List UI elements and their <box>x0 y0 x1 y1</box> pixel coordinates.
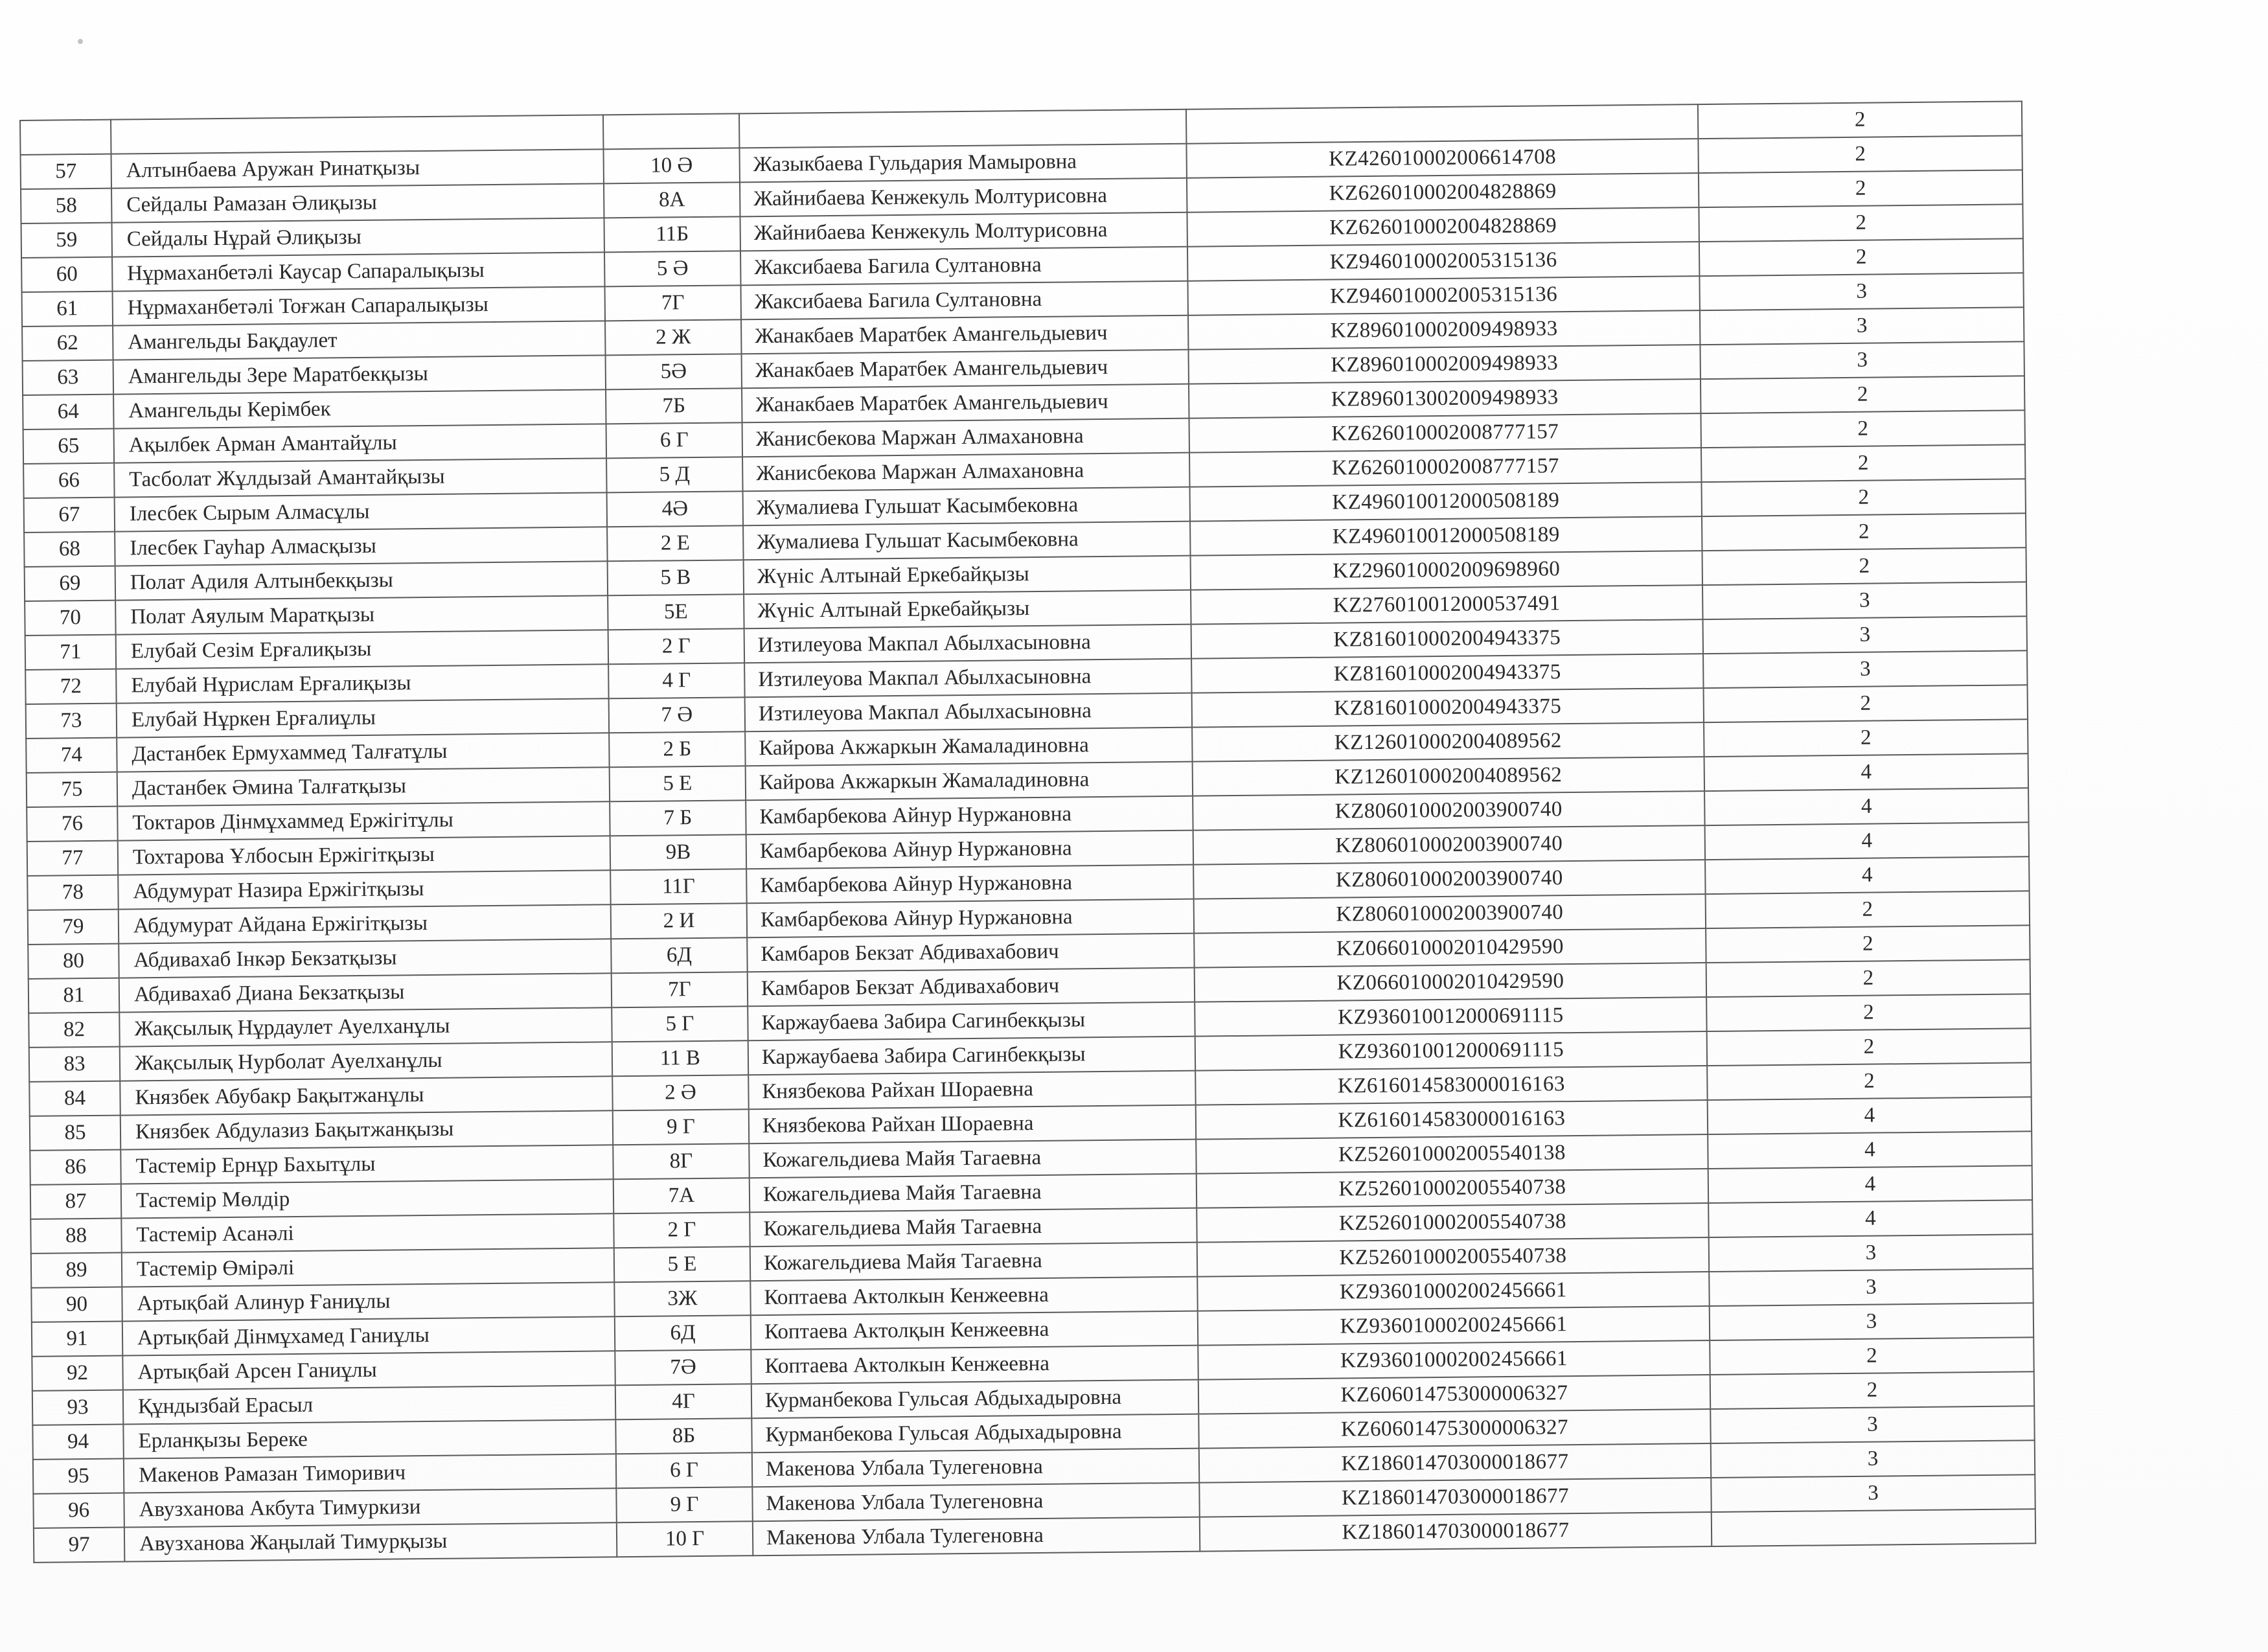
value-cell: 4 <box>1708 1131 2032 1169</box>
class-cell: 8Г <box>613 1143 749 1179</box>
student-name-cell: Тастемір Өмірәлі <box>122 1248 614 1287</box>
parent-name-cell: Жаксибаева Багила Султановна <box>741 281 1188 320</box>
class-cell: 9 Г <box>616 1487 752 1522</box>
class-cell: 2 Б <box>609 731 745 767</box>
account-number-cell: KZ806010002003900740 <box>1194 894 1706 934</box>
account-number-cell: KZ606014753000006327 <box>1198 1409 1710 1449</box>
account-number-cell: KZ936010012000691115 <box>1195 1031 1707 1071</box>
value-cell: 2 <box>1702 547 2026 585</box>
parent-name-cell: Жайнибаева Кенжекуль Молтурисовна <box>740 178 1187 217</box>
value-cell: 2 <box>1701 444 2025 482</box>
parent-name-cell: Коптаева Актолкын Кенжеевна <box>751 1346 1198 1384</box>
class-cell: 7Ә <box>615 1349 751 1385</box>
row-number-cell: 89 <box>31 1253 122 1288</box>
parent-name-cell: Жаксибаева Багила Султановна <box>740 247 1187 286</box>
class-cell: 2 Г <box>608 628 744 664</box>
row-number-cell: 77 <box>27 841 119 876</box>
student-name-cell: Нұрмаханбетәлі Каусар Сапаралықызы <box>112 252 604 291</box>
row-number-cell: 95 <box>33 1459 124 1494</box>
value-cell: 2 <box>1707 1028 2031 1066</box>
account-number-cell: KZ936010002002456661 <box>1198 1340 1710 1380</box>
student-name-cell: Амангельды Керімбек <box>113 389 606 428</box>
row-number-cell: 85 <box>30 1116 121 1151</box>
student-name-cell: Князбек Абубакр Бақытжанұлы <box>120 1076 612 1115</box>
parent-name-cell: Камбарбекова Айнур Нуржановна <box>746 865 1193 904</box>
value-cell: 3 <box>1710 1406 2034 1443</box>
parent-name-cell: Кожагельдиева Майя Тагаевна <box>749 1140 1196 1178</box>
student-name-cell: Дастанбек Ермухаммед Талғатұлы <box>117 733 609 772</box>
row-number-cell: 70 <box>25 601 116 636</box>
class-cell: 11 В <box>612 1040 748 1076</box>
student-name-cell: Полат Аяулым Маратқызы <box>115 595 608 634</box>
parent-name-cell: Жанакбаев Маратбек Амангельдыевич <box>741 315 1188 354</box>
account-number-cell: KZ946010002005315136 <box>1187 276 1699 315</box>
class-cell: 5 Е <box>610 766 746 801</box>
student-name-cell: Тасболат Жұлдызай Амантайқызы <box>114 458 606 497</box>
account-number-cell: KZ526010002005540738 <box>1197 1203 1708 1243</box>
row-number-cell: 74 <box>26 738 117 773</box>
value-cell: 3 <box>1700 307 2024 345</box>
value-cell: 3 <box>1709 1234 2033 1272</box>
class-cell: 2 Ж <box>605 319 741 355</box>
account-number-cell: KZ526010002005540138 <box>1196 1134 1708 1174</box>
class-cell: 7Б <box>606 388 742 424</box>
value-cell: 2 <box>1710 1337 2033 1375</box>
class-cell: 6 Г <box>606 422 742 458</box>
header-value-cell: 2 <box>1698 101 2022 139</box>
value-cell: 2 <box>1706 925 2030 963</box>
parent-name-cell: Курманбекова Гульсая Абдыхадыровна <box>751 1414 1198 1453</box>
student-name-cell: Артықбай Арсен Ганиұлы <box>122 1351 615 1390</box>
parent-name-cell: Жайнибаева Кенжекуль Молтурисовна <box>740 212 1187 251</box>
parent-name-cell: Камбарбекова Айнур Нуржановна <box>747 899 1194 938</box>
account-number-cell: KZ616014583000016163 <box>1195 1066 1707 1105</box>
student-name-cell: Ілесбек Гауһар Алмасқызы <box>115 527 607 566</box>
row-number-cell: 78 <box>27 875 119 910</box>
value-cell: 2 <box>1699 238 2023 276</box>
student-name-cell: Жақсылық Нурболат Ауелханұлы <box>120 1042 612 1081</box>
student-name-cell: Сейдалы Нұрай Әлиқызы <box>112 218 604 257</box>
row-number-cell: 72 <box>25 669 117 704</box>
parent-name-cell: Кожагельдиева Майя Тагаевна <box>750 1208 1197 1247</box>
value-cell: 3 <box>1711 1474 2035 1512</box>
value-cell: 4 <box>1704 753 2028 791</box>
account-number-cell: KZ896010002009498933 <box>1188 345 1700 384</box>
value-cell: 2 <box>1699 204 2022 242</box>
account-number-cell: KZ126010002004089562 <box>1192 722 1704 762</box>
account-number-cell: KZ426010002006614708 <box>1186 139 1698 178</box>
row-number-cell: 60 <box>21 257 113 292</box>
student-name-cell: Тохтарова Ұлбосын Ержігітқызы <box>118 836 610 875</box>
class-cell: 5 Ә <box>604 251 740 286</box>
account-number-cell: KZ276010012000537491 <box>1191 585 1702 625</box>
value-cell: 2 <box>1701 479 2025 516</box>
student-name-cell: Жақсылық Нұрдаулет Ауелханұлы <box>119 1007 612 1046</box>
account-number-cell: KZ616014583000016163 <box>1196 1100 1708 1140</box>
value-cell: 2 <box>1699 170 2022 207</box>
value-cell: 2 <box>1704 685 2028 722</box>
value-cell: 2 <box>1701 410 2024 448</box>
value-cell: 4 <box>1705 856 2029 894</box>
class-cell: 6 Г <box>616 1452 752 1488</box>
parent-name-cell: Камбаров Бекзат Абдивахабович <box>748 968 1195 1007</box>
value-cell: 4 <box>1708 1165 2032 1203</box>
value-cell: 2 <box>1698 135 2022 173</box>
value-cell: 3 <box>1699 273 2023 310</box>
parent-name-cell: Жазыкбаева Гульдария Мамыровна <box>739 144 1186 183</box>
class-cell: 7Г <box>605 285 741 321</box>
value-cell: 3 <box>1711 1440 2035 1478</box>
row-number-cell: 71 <box>25 635 117 670</box>
class-cell: 8Б <box>615 1418 751 1454</box>
row-number-cell: 58 <box>21 189 112 224</box>
student-name-cell: Авузханова Акбута Тимуркизи <box>124 1488 616 1527</box>
class-cell: 5 Д <box>606 457 742 492</box>
class-cell: 7А <box>613 1178 750 1213</box>
account-number-cell: KZ066010002010429590 <box>1194 928 1706 968</box>
class-cell: 5 В <box>608 560 744 595</box>
parent-name-cell: Камбарбекова Айнур Нуржановна <box>746 796 1193 835</box>
header-class-cell <box>603 113 739 149</box>
class-cell: 11Г <box>610 869 746 904</box>
student-name-cell: Ерланқызы Береке <box>123 1419 615 1458</box>
account-number-cell: KZ936010002002456661 <box>1197 1272 1709 1311</box>
row-number-cell: 62 <box>22 326 113 361</box>
account-number-cell: KZ496010012000508189 <box>1190 482 1702 522</box>
student-name-cell: Макенов Рамазан Тиморивич <box>124 1454 616 1493</box>
parent-name-cell: Изтилеуова Макпал Абылхасыновна <box>744 625 1191 663</box>
value-cell: 3 <box>1703 616 2027 654</box>
class-cell: 10 Г <box>617 1521 753 1557</box>
student-name-cell: Полат Адиля Алтынбекқызы <box>115 561 608 600</box>
account-number-cell: KZ186014703000018677 <box>1199 1443 1711 1483</box>
parent-name-cell: Жүніс Алтынай Еркебайқызы <box>744 590 1191 629</box>
student-name-cell: Тастемір Ернұр Бахытұлы <box>120 1145 613 1184</box>
account-number-cell: KZ816010002004943375 <box>1191 619 1703 659</box>
class-cell: 7 Б <box>610 800 746 836</box>
parent-name-cell: Кожагельдиева Майя Тагаевна <box>750 1243 1197 1281</box>
row-number-cell: 61 <box>22 292 113 327</box>
account-number-cell: KZ066010002010429590 <box>1195 963 1706 1002</box>
student-name-cell: Елубай Нұрислам Ерғалиқызы <box>116 664 608 703</box>
student-name-cell: Артықбай Алинур Ғаниұлы <box>122 1282 614 1321</box>
class-cell: 11Б <box>604 216 740 252</box>
value-cell: 2 <box>1702 513 2026 551</box>
parent-name-cell: Жанисбекова Маржан Алмахановна <box>742 453 1189 492</box>
class-cell: 8А <box>604 182 740 218</box>
row-number-cell: 75 <box>27 772 118 807</box>
account-number-cell: KZ186014703000018677 <box>1199 1478 1711 1517</box>
student-name-cell: Ілесбек Сырым Алмасұлы <box>115 492 607 531</box>
row-number-cell: 79 <box>28 910 119 945</box>
parent-name-cell: Жумалиева Гульшат Касымбековна <box>743 522 1190 560</box>
class-cell: 9В <box>610 834 746 870</box>
account-number-cell: KZ816010002004943375 <box>1192 688 1704 728</box>
account-number-cell: KZ946010002005315136 <box>1187 242 1699 281</box>
account-number-cell: KZ496010012000508189 <box>1190 516 1702 556</box>
account-number-cell: KZ936010012000691115 <box>1195 997 1706 1037</box>
class-cell: 5 Г <box>612 1006 748 1042</box>
row-number-cell: 57 <box>21 154 112 189</box>
scan-speck <box>78 39 83 44</box>
account-number-cell: KZ896010002009498933 <box>1188 310 1700 350</box>
account-number-cell: KZ626010002004828869 <box>1187 207 1699 247</box>
value-cell: 4 <box>1708 1200 2032 1237</box>
student-name-cell: Ақылбек Арман Амантайұлы <box>114 424 606 463</box>
value-cell: 3 <box>1702 582 2026 619</box>
row-number-cell: 73 <box>26 704 117 739</box>
value-cell: 3 <box>1709 1268 2033 1306</box>
value-cell <box>1712 1509 2035 1546</box>
account-number-cell: KZ806010002003900740 <box>1193 791 1704 831</box>
roster-table <box>19 100 2036 1563</box>
class-cell: 5Ә <box>606 354 742 389</box>
account-number-cell: KZ626010002008777157 <box>1189 448 1701 487</box>
row-number-cell: 82 <box>29 1013 120 1048</box>
class-cell: 3Ж <box>614 1281 750 1316</box>
account-number-cell: KZ896013002009498933 <box>1189 379 1701 419</box>
student-name-cell: Авузханова Жаңылай Тимурқызы <box>124 1522 617 1561</box>
account-number-cell: KZ606014753000006327 <box>1198 1375 1710 1414</box>
value-cell: 2 <box>1701 376 2024 413</box>
account-number-cell: KZ526010002005540738 <box>1197 1169 1708 1208</box>
class-cell: 2 Г <box>613 1212 750 1248</box>
header-parent-cell <box>739 109 1186 148</box>
header-account-cell <box>1186 104 1698 144</box>
value-cell: 2 <box>1706 891 2030 928</box>
row-number-cell: 91 <box>32 1322 123 1357</box>
row-number-cell: 83 <box>29 1047 120 1082</box>
account-number-cell: KZ936010002002456661 <box>1198 1306 1710 1346</box>
parent-name-cell: Князбекова Райхан Шораевна <box>749 1105 1196 1144</box>
row-number-cell: 65 <box>23 429 115 464</box>
parent-name-cell: Жанисбекова Маржан Алмахановна <box>742 419 1189 457</box>
value-cell: 2 <box>1706 959 2030 997</box>
value-cell: 3 <box>1710 1303 2033 1340</box>
class-cell: 5 Е <box>614 1246 750 1282</box>
student-name-cell: Дастанбек Әмина Талғатқызы <box>117 767 610 806</box>
row-number-cell: 69 <box>25 566 116 601</box>
row-number-cell: 88 <box>30 1219 122 1254</box>
row-number-cell: 97 <box>34 1528 125 1563</box>
value-cell: 2 <box>1710 1371 2034 1409</box>
value-cell: 4 <box>1705 822 2029 860</box>
student-name-cell: Абдумурат Айдана Ержігітқызы <box>119 904 611 943</box>
account-number-cell: KZ296010002009698960 <box>1191 551 1702 590</box>
roster-table-body <box>20 101 2035 1563</box>
student-name-cell: Артықбай Дінмұхамед Ганиұлы <box>122 1316 615 1355</box>
row-number-cell: 93 <box>32 1390 124 1425</box>
row-number-cell: 90 <box>31 1287 122 1322</box>
class-cell: 9 Г <box>613 1109 749 1145</box>
student-name-cell: Тастемір Мөлдір <box>121 1179 613 1218</box>
row-number-cell: 84 <box>29 1081 120 1116</box>
class-cell: 4 Г <box>608 663 744 698</box>
student-name-cell: Сейдалы Рамазан Әлиқызы <box>111 183 604 222</box>
row-number-cell: 76 <box>27 807 118 842</box>
parent-name-cell: Кайрова Акжаркын Жамаладиновна <box>745 728 1192 766</box>
value-cell: 3 <box>1703 650 2027 688</box>
row-number-cell: 68 <box>24 532 115 567</box>
student-name-cell: Тастемір Асанәлі <box>121 1213 613 1252</box>
parent-name-cell: Макенова Улбала Тулегеновна <box>752 1449 1199 1487</box>
parent-name-cell: Макенова Улбала Тулегеновна <box>753 1517 1200 1556</box>
parent-name-cell: Коптаева Актолқын Кенжеевна <box>751 1311 1198 1350</box>
header-num-cell <box>20 120 111 155</box>
row-number-cell: 86 <box>30 1150 121 1185</box>
class-cell: 2 Ә <box>612 1075 748 1110</box>
student-name-cell: Нұрмаханбетәлі Тоғжан Сапаралықызы <box>113 286 605 325</box>
row-number-cell: 63 <box>23 360 114 395</box>
value-cell: 4 <box>1708 1097 2032 1134</box>
parent-name-cell: Каржаубаева Забира Сагинбекқызы <box>748 1037 1195 1075</box>
row-number-cell: 67 <box>24 498 115 533</box>
class-cell: 5Е <box>608 594 744 630</box>
row-number-cell: 81 <box>29 978 120 1013</box>
row-number-cell: 64 <box>23 395 114 430</box>
parent-name-cell: Изтилеуова Макпал Абылхасыновна <box>744 659 1191 698</box>
account-number-cell: KZ806010002003900740 <box>1193 825 1705 865</box>
value-cell: 3 <box>1700 341 2024 379</box>
row-number-cell: 92 <box>32 1356 123 1391</box>
parent-name-cell: Камбарбекова Айнур Нуржановна <box>746 831 1193 869</box>
account-number-cell: KZ626010002004828869 <box>1187 173 1699 212</box>
row-number-cell: 80 <box>28 944 119 979</box>
account-number-cell: KZ126010002004089562 <box>1193 757 1704 796</box>
parent-name-cell: Жанакбаев Маратбек Амангельдыевич <box>742 384 1189 423</box>
class-cell: 7 Ә <box>609 697 745 733</box>
parent-name-cell: Камбаров Бекзат Абдивахабович <box>747 934 1194 972</box>
parent-name-cell: Жумалиева Гульшат Касымбековна <box>743 487 1190 526</box>
row-number-cell: 66 <box>23 463 115 498</box>
parent-name-cell: Жүніс Алтынай Еркебайқызы <box>744 556 1191 595</box>
value-cell: 4 <box>1704 788 2028 825</box>
value-cell: 2 <box>1704 719 2028 757</box>
parent-name-cell: Изтилеуова Макпал Абылхасыновна <box>745 693 1192 732</box>
student-name-cell: Алтынбаева Аружан Ринатқызы <box>111 149 604 188</box>
student-name-cell: Құндызбай Ерасыл <box>123 1385 615 1424</box>
account-number-cell: KZ186014703000018677 <box>1200 1512 1712 1552</box>
account-number-cell: KZ816010002004943375 <box>1191 654 1703 693</box>
header-name-cell <box>111 115 603 154</box>
parent-name-cell: Кайрова Акжаркын Жамаладиновна <box>746 762 1193 801</box>
parent-name-cell: Каржаубаева Забира Сагинбекқызы <box>748 1002 1195 1041</box>
parent-name-cell: Кожагельдиева Майя Тагаевна <box>750 1174 1197 1213</box>
parent-name-cell: Коптаева Актолкын Кенжеевна <box>750 1277 1197 1316</box>
student-name-cell: Абдивахаб Інкәр Бекзатқызы <box>119 939 611 978</box>
row-number-cell: 96 <box>33 1493 124 1528</box>
account-number-cell: KZ626010002008777157 <box>1189 413 1701 453</box>
student-name-cell: Елубай Нұркен Ерғалиұлы <box>117 698 609 737</box>
parent-name-cell: Макенова Улбала Тулегеновна <box>752 1483 1199 1522</box>
student-name-cell: Елубай Сезім Ерғалиқызы <box>116 630 608 669</box>
account-number-cell: KZ806010002003900740 <box>1193 860 1705 899</box>
class-cell: 6Д <box>611 937 747 973</box>
student-name-cell: Абдивахаб Диана Бекзатқызы <box>119 973 612 1012</box>
parent-name-cell: Жанакбаев Маратбек Амангельдыевич <box>742 350 1189 389</box>
student-name-cell: Князбек Абдулазиз Бақытжанқызы <box>120 1110 613 1149</box>
value-cell: 2 <box>1707 1062 2031 1100</box>
class-cell: 4Г <box>615 1384 751 1419</box>
parent-name-cell: Курманбекова Гульсая Абдыхадыровна <box>751 1380 1198 1419</box>
roster-table-wrapper <box>19 100 2035 1563</box>
student-name-cell: Токтаров Дінмұхаммед Ержігітұлы <box>117 801 610 840</box>
student-name-cell: Амангельды Бақдаулет <box>113 321 605 360</box>
student-name-cell: Амангельды Зере Маратбекқызы <box>113 355 606 394</box>
class-cell: 2 Е <box>607 525 743 561</box>
student-name-cell: Абдумурат Назира Ержігітқызы <box>118 870 610 909</box>
row-number-cell: 87 <box>30 1184 122 1219</box>
class-cell: 2 И <box>611 903 747 939</box>
value-cell: 2 <box>1706 994 2030 1031</box>
row-number-cell: 59 <box>21 223 113 258</box>
class-cell: 4Ә <box>607 491 743 527</box>
class-cell: 6Д <box>615 1315 751 1351</box>
row-number-cell: 94 <box>32 1425 124 1460</box>
account-number-cell: KZ526010002005540738 <box>1197 1237 1709 1277</box>
parent-name-cell: Князбекова Райхан Шораевна <box>748 1071 1195 1110</box>
class-cell: 7Г <box>612 972 748 1007</box>
class-cell: 10 Ә <box>603 148 739 183</box>
